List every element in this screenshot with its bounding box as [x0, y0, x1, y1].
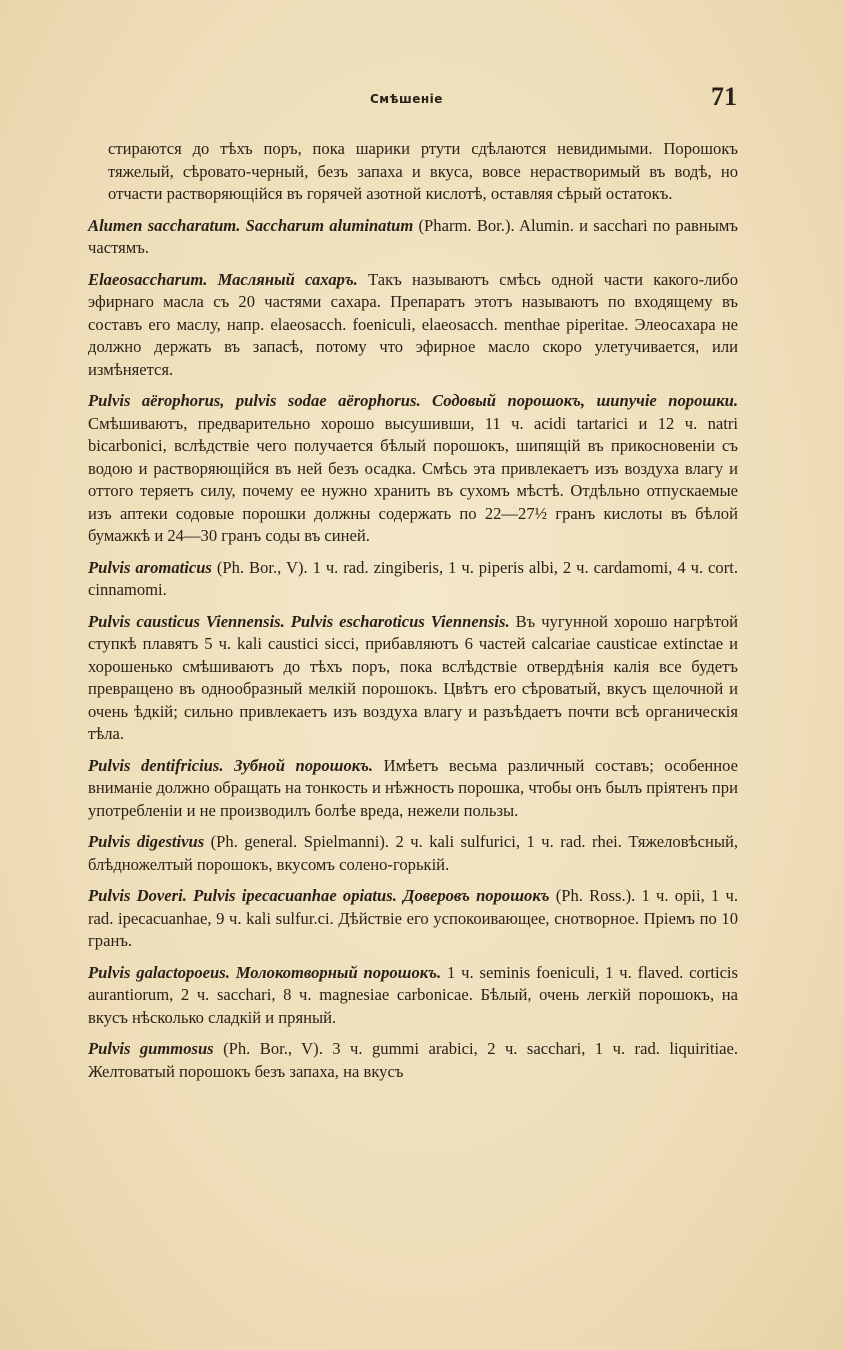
entry-text: 1 ч. seminis foeniculi, 1 ч. flaved. corticis aurantiorum, 2 ч. sacchari, 8 ч. magnesiae carbonicae. Бѣлый, очень легкій порошокъ, на вкусъ нѣсколько сладкій и пряный.: [88, 962, 738, 1027]
paragraph-text: стираются до тѣхъ поръ, пока шарики ртути сдѣлаются невидимыми. Порошокъ тяжелый, сѣровато-черный, безъ запаха и вкуса, вовсе нерастворимый въ водѣ, но отчасти растворяющійся въ горячей азотной кислотѣ, оставляя сѣрый остатокъ.: [108, 139, 738, 203]
page-body: [88, 138, 738, 1092]
entry-pulvis-digestivus: [88, 831, 738, 876]
paragraph-continuation: [88, 138, 738, 206]
entry-heading: Pulvis causticus Viennensis. Pulvis escharoticus Viennensis.: [88, 611, 510, 631]
entry-pulvis-gummosus: [88, 1038, 738, 1083]
page-header: [0, 82, 844, 118]
entry-text: (Ph. Bor., V). 1 ч. rad. zingiberis, 1 ч. piperis albi, 2 ч. cardamomi, 4 ч. cort. cinnamomi.: [88, 557, 739, 599]
entry-heading: Elaeosaccharum. Масляный сахаръ.: [88, 269, 358, 289]
entry-heading: Pulvis Doveri. Pulvis ipecacuanhae opiatus. Доверовъ порошокъ: [88, 886, 550, 905]
entry-heading: Pulvis digestivus: [88, 832, 205, 851]
entry-heading: Pulvis gummosus: [88, 1039, 214, 1058]
entry-pulvis-causticus: [88, 611, 738, 746]
entry-text: (Ph. general. Spielmanni). 2 ч. kali sulfurici, 1 ч. rad. rhei. Тяжеловѣсный, блѣдножелтый порошокъ, вкусомъ солено-горькій.: [88, 832, 739, 874]
entry-pulvis-aromaticus: [88, 557, 738, 602]
entry-heading: Alumen saccharatum. Saccharum aluminatum: [88, 215, 414, 235]
entry-alumen-saccharatum: [88, 215, 738, 260]
entry-text: (Ph. Bor., V). 3 ч. gummi arabici, 2 ч. sacchari, 1 ч. rad. liquiritiae. Желтоватый порошокъ безъ запаха, на вкусъ: [88, 1039, 738, 1081]
entry-elaeosaccharum: [88, 269, 738, 382]
entry-heading: Pulvis aromaticus: [88, 557, 212, 577]
running-head: Смѣшеніе: [370, 92, 443, 106]
entry-text: Въ чугунной хорошо нагрѣтой ступкѣ плавятъ 5 ч. kali caustici sicci, прибавляютъ 6 частей calcariae causticae extinctae и хорошенько смѣшиваютъ до тѣхъ поръ, пока вслѣдствіе отвердѣнія калія все будетъ превращено въ однообразный мелкій порошокъ. Цвѣтъ его сѣроватый, вкусъ щелочной и очень ѣдкій; сильно привлекаетъ изъ воздуха влагу и разъѣдаетъ почти всѣ органическія тѣла.: [88, 611, 738, 743]
entry-text: Имѣетъ весьма различный составъ; особенное вниманіе должно обращать на тонкость и нѣжность порошка, чтобы онъ былъ пріятенъ при употребленіи и не производилъ болѣе вреда, нежели пользы.: [88, 755, 738, 820]
entry-text: (Ph. Ross.). 1 ч. opii, 1 ч. rad. ipecacuanhae, 9 ч. kali sulfur.ci. Дѣйствіе его успокоивающее, снотворное. Пріемъ по 10 гранъ.: [88, 886, 738, 950]
entry-heading: Pulvis dentifricius. Зубной порошокъ.: [88, 755, 374, 775]
entry-pulvis-doveri: [88, 885, 738, 953]
page-number: 71: [711, 82, 737, 111]
entry-pulvis-dentifricius: [88, 755, 738, 823]
entry-heading: Pulvis aërophorus, pulvis sodae aërophorus. Содовый порошокъ, шипучіе порошки.: [88, 391, 738, 410]
entry-heading: Pulvis galactopoeus. Молокотворный порошокъ.: [88, 962, 442, 982]
entry-pulvis-aerophorus: [88, 390, 738, 548]
entry-text: Такъ называютъ смѣсь одной части какого-либо эфирнаго масла съ 20 частями сахара. Препаратъ этотъ называютъ по входящему въ составъ его маслу, напр. elaeosacch. foeniculi, elaeosacch. menthae piperitae. Элеосахара не должно держать въ запасѣ, потому что эфирное масло скоро улетучивается, или измѣняется.: [88, 269, 739, 379]
entry-pulvis-galactopoeus: [88, 962, 738, 1030]
entry-text: (Pharm. Bor.). Alumin. и sacchari по равнымъ частямъ.: [88, 215, 739, 257]
entry-text: Смѣшиваютъ, предварительно хорошо высушивши, 11 ч. acidi tartarici и 12 ч. natri bicarbonici, вслѣдствіе чего получается бѣлый порошокъ, шипящій въ прикосновеніи съ водою и растворяющійся въ ней безъ осадка. Смѣсь эта привлекаетъ изъ воздуха влагу и оттого теряетъ силу, почему ее нужно хранить въ сухомъ мѣстѣ. Отдѣльно отпускаемые изъ аптеки содовые порошки должны содержать по 22—27½ гранъ кислоты въ бѣлой бумажкѣ и 24—30 гранъ соды въ синей.: [88, 413, 738, 545]
